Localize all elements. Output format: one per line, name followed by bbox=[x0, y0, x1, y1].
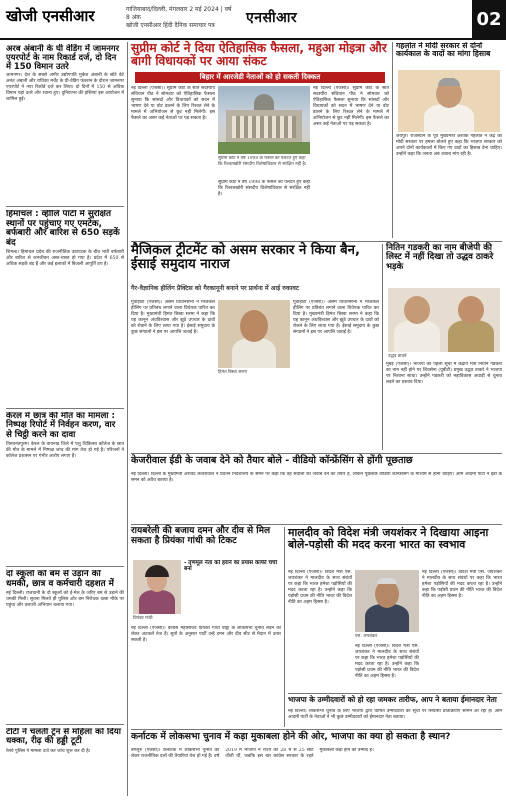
story-subhead: गैर-वैज्ञानिक हीलिंग प्रैक्टिस को गैरकानूनी बनाने पर प्रार्थना में आई रुकावट bbox=[131, 285, 299, 292]
story-headline: केरल में छात्र की मौत का मामला : निष्पक्ष रिपोर्ट में निर्वहन करण, वार से चिट्ठी करने का दावा bbox=[6, 412, 116, 440]
story-body-continued: नई दिल्ली (एजेंसी)। सुप्रीम कोर्ट के सात सदस्यीय संविधान पीठ ने सोमवार को ऐतिहासिक फैसला सुनाया कि सांसदों और विधायकों को सदन में भाषण देने या वोट डालने के लिए रिश्वत लेने के मामले में अभियोजन से छूट नहीं मिलेगी। इस फैसले का असर कई नेताओं पर पड़ सकता है। bbox=[313, 86, 389, 127]
priyanka-photo bbox=[133, 560, 181, 614]
person-hair bbox=[145, 565, 169, 577]
story-body: नई दिल्ली। दिल्ली के मुख्यमंत्री अरविंद केजरीवाल ने प्रवर्तन निदेशालय के समन पर कहा कि वह सवालों का जवाब देने को तैयार हैं, लेकिन पूछताछ वीडियो कॉन्फ्रेंसिंग के माध्यम से होनी चाहिए। आम आदमी पार्टी ने ईडी के समन को अवैध बताया है। bbox=[131, 472, 502, 483]
column-divider bbox=[392, 42, 393, 238]
story-assam-body bbox=[131, 300, 215, 450]
story-gehlot-body bbox=[396, 134, 502, 238]
story-headline: मालदीव को विदेश मंत्री जयशंकर ने दिखाया आइना बोले-पड़ोसी की मदद करना भारत का स्वभाव bbox=[288, 526, 489, 551]
story-assam-body-2 bbox=[293, 300, 379, 450]
story-headline: केजरीवाल ईडी के जवाब देने को तैयार बोले - वीडियो कॉन्फ्रेंसिंग से होंगी पूछताछ bbox=[131, 455, 413, 466]
person-face bbox=[240, 310, 268, 342]
person-body bbox=[139, 590, 175, 614]
story-gadkari bbox=[386, 244, 502, 284]
building-columns bbox=[232, 116, 296, 138]
divider bbox=[131, 729, 502, 730]
gehlot-photo bbox=[398, 70, 500, 132]
supreme-court-photo bbox=[218, 86, 310, 154]
story-kerala bbox=[6, 412, 124, 562]
story-headline: अरब अंबानी के घी वेडिंग में जामनगर एयरपोर्ट के नाम रिकार्ड दर्ज, दो दिन में 150 विमान उतरे bbox=[6, 44, 120, 72]
story-headline: कर्नाटक में लोकसभा चुनाव में कड़ा मुकाबला होने की ओर, भाजपा का क्या हो सकता है स्थान? bbox=[131, 731, 451, 742]
person-hair bbox=[438, 78, 460, 86]
divider bbox=[131, 241, 502, 242]
person-body bbox=[448, 320, 494, 352]
story-supreme-court-body-2 bbox=[313, 86, 389, 238]
person-body bbox=[394, 320, 440, 352]
story-body: नई दिल्ली (एजेंसी)। सुप्रीम कोर्ट के सात सदस्यीय संविधान पीठ ने सोमवार को ऐतिहासिक फैसला सुनाया कि सांसदों और विधायकों को सदन में भाषण देने या वोट डालने के लिए रिश्वत लेने के मामले में अभियोजन से छूट नहीं मिलेगी। इस फैसले का असर कई नेताओं पर पड़ सकता है। bbox=[131, 86, 215, 121]
story-karnataka-body bbox=[131, 748, 502, 796]
story-school-threat bbox=[6, 570, 124, 720]
photo-caption: सुप्रीम कोर्ट ने वर्ष 1998 के फैसले को पलटते हुए कहा कि रिश्वतखोरी संसदीय विशेषाधिकार से संरक्षित नहीं है। bbox=[218, 156, 307, 167]
photo-caption: उद्धव ठाकरे bbox=[388, 354, 407, 359]
photo-caption: एस. जयशंकर bbox=[355, 634, 378, 639]
story-priyanka bbox=[131, 527, 281, 557]
story-himachal bbox=[6, 210, 124, 405]
story-gadkari-body bbox=[386, 362, 502, 450]
story-body: शिमला। हिमाचल प्रदेश की राजनीतिक उठापटक के बीच भारी बर्फबारी और बारिश से जनजीवन अस्त-व्यस्त हो गया है। प्रदेश में 650 से अधिक सड़कें बंद हैं और कई इलाकों में बिजली आपूर्ति ठप है। bbox=[6, 250, 124, 267]
column-divider bbox=[284, 527, 285, 727]
story-assam bbox=[131, 244, 379, 284]
story-body-continued: नई दिल्ली (एजेंसी)। विदेश मंत्री एस. जयशंकर ने मालदीव के साथ संबंधों पर कहा कि भारत हमेशा पड़ोसियों की मदद करता रहा है। उन्होंने कहा कि पड़ोसी प्रथम की नीति भारत की विदेश नीति का अहम हिस्सा है। bbox=[355, 644, 419, 679]
story-body: गुवाहाटी (एजेंसी)। असम विधानसभा ने मैजिकल हीलिंग पर प्रतिबंध लगाने वाला विधेयक पारित कर दिया है। मुख्यमंत्री हिमंत बिस्वा सरमा ने कहा कि यह कानून अंधविश्वास और झूठे उपचार के दावों को रोकने के लिए लाया गया है। ईसाई समुदाय के कुछ संगठनों ने इस पर आपत्ति जताई है। bbox=[131, 300, 215, 335]
newspaper-logo: खोजी एनसीआर bbox=[6, 7, 95, 25]
story-headline: हिमाचल : व्हीलि पार्टी में सुरक्षित स्थानों पर पहुंचाए गए एमटेक, बर्फबारी और बारिश से 650 सड़कें बंद bbox=[6, 210, 120, 248]
photo-caption: प्रियंका गांधी bbox=[133, 616, 153, 621]
person-body bbox=[424, 104, 474, 132]
section-title: एनसीआर bbox=[246, 10, 298, 26]
dateline-text: गाजियाबाद/दिल्ली, मंगलवार 2 मई 2024 | वर्ष 8 अंक bbox=[126, 6, 232, 21]
column-divider bbox=[127, 42, 128, 796]
story-headline: रायबरेली की बजाय दमन और दीव से मिल सकता है प्रियंका गांधी को टिकट bbox=[131, 526, 271, 546]
story-body: नई दिल्ली। लोकसभा चुनाव के लिए भाजपा द्वारा घोषित उम्मीदवारों की सूची पर सियासी प्रतिक्रियाएं सामने आ रही हैं। आम आदमी पार्टी के नेताओं ने भी कुछ उम्मीदवारों को ईमानदार नेता बताया। bbox=[288, 709, 502, 720]
story-maldives-body bbox=[288, 570, 352, 690]
photo-caption: हिमंत बिस्वा सरमा bbox=[218, 370, 247, 375]
himanta-photo bbox=[218, 300, 290, 368]
story-headline: भाजपा के उम्मीदवारों को हो रहा जमकर तारीफ, आप ने बताया ईमानदार नेता bbox=[288, 695, 497, 704]
story-supreme-court-body-3 bbox=[218, 180, 310, 238]
person-face bbox=[458, 296, 484, 324]
person-body bbox=[365, 604, 409, 632]
story-supreme-court bbox=[131, 42, 389, 70]
building-dome bbox=[254, 94, 274, 110]
jaishankar-photo bbox=[355, 570, 419, 632]
story-headline: दो स्कूलों को बम से उड़ाने की धमकी, छात्र व कर्मचारी दहशत में bbox=[6, 570, 114, 589]
story-subhead-bar bbox=[135, 72, 385, 83]
story-maldives bbox=[288, 527, 502, 565]
story-bjp bbox=[288, 696, 502, 710]
story-headline: टीटी ने चलती ट्रेन से महिला को दिया धक्का, रीढ़ की हड्डी टूटी bbox=[6, 728, 121, 747]
person-hair bbox=[377, 578, 397, 584]
story-body: जयपुर। राजस्थान के पूर्व मुख्यमंत्री अशोक गहलोत ने केंद्र की मोदी सरकार पर हमला बोलते हुए कहा कि भाजपा सरकार को अपने दोनों कार्यकालों में किए गए वादों का हिसाब देना चाहिए। उन्होंने कहा कि जनता अब जवाब मांग रही है। bbox=[396, 134, 502, 157]
story-body: मुंबई (एजेंसी)। भाजपा की पहली सूची में केंद्रीय मंत्री नितिन गडकरी का नाम नहीं होने पर शिवसेना (यूबीटी) प्रमुख उद्धव ठाकरे ने भाजपा पर निशाना साधा। उन्होंने गडकरी को महाविकास अघाड़ी से चुनाव लड़ने का प्रस्ताव दिया। bbox=[386, 362, 502, 385]
story-karnataka bbox=[131, 732, 502, 746]
story-maldives-body-3 bbox=[355, 644, 419, 690]
story-body: तिरुवनंतपुरम। केरल के वायनाड जिले में पशु चिकित्सा कॉलेज के छात्र की मौत के मामले में निष्पक्ष जांच की मांग तेज हो गई है। परिजनों ने कॉलेज प्रशासन पर गंभीर आरोप लगाए हैं। bbox=[6, 441, 124, 459]
story-assam-subhead bbox=[131, 286, 379, 298]
story-kejriwal-body bbox=[131, 472, 502, 522]
divider bbox=[6, 724, 124, 725]
dateline bbox=[126, 6, 236, 30]
divider bbox=[6, 566, 124, 567]
story-kejriwal bbox=[131, 456, 502, 470]
story-body-continued: गुवाहाटी (एजेंसी)। असम विधानसभा ने मैजिकल हीलिंग पर प्रतिबंध लगाने वाला विधेयक पारित कर दिया है। मुख्यमंत्री हिमंत बिस्वा सरमा ने कहा कि यह कानून अंधविश्वास और झूठे उपचार के दावों को रोकने के लिए लाया गया है। ईसाई समुदाय के कुछ संगठनों ने इस पर आपत्ति जताई है। bbox=[293, 300, 379, 335]
divider bbox=[131, 524, 502, 525]
story-headline: सुप्रीम कोर्ट ने दिया ऐतिहासिक फैसला, महुआ मोइत्रा और बागी विधायकों पर आया संकट bbox=[131, 41, 387, 69]
person-face bbox=[375, 580, 399, 608]
person-face bbox=[404, 296, 430, 324]
story-tt-train bbox=[6, 728, 124, 796]
story-subhead: - तृणमूल नेता को हराने का प्रयास काफी चर्चा बना bbox=[184, 560, 278, 573]
story-subhead: बिहार में आरजेडी नेताओं को हो सकती दिक्कत bbox=[199, 73, 321, 81]
story-headline: मैजिकल ट्रीटमेंट को असम सरकार ने किया बैन, ईसाई समुदाय नाराज bbox=[131, 243, 360, 273]
story-priyanka-body bbox=[131, 626, 281, 726]
story-bjp-body bbox=[288, 709, 502, 727]
dateline-subtext: खोजी एनसीआर हिंदी दैनिक समाचार पत्र bbox=[126, 22, 215, 29]
story-headline: नितिन गडकरी का नाम बीजेपी की लिस्ट में नहीं दिखा तो उद्धव ठाकरे भड़के bbox=[386, 243, 494, 272]
story-maldives-body-2 bbox=[422, 570, 502, 690]
story-body: रेलवे पुलिस ने मामला दर्ज कर जांच शुरू कर दी है। bbox=[6, 748, 91, 754]
divider bbox=[131, 453, 502, 454]
lawn bbox=[218, 142, 310, 154]
story-body-continued: सुप्रीम कोर्ट ने वर्ष 1998 के फैसले को पलटते हुए कहा कि रिश्वतखोरी संसदीय विशेषाधिकार से संरक्षित नहीं है। bbox=[218, 180, 310, 197]
story-body-continued: नई दिल्ली (एजेंसी)। विदेश मंत्री एस. जयशंकर ने मालदीव के साथ संबंधों पर कहा कि भारत हमेशा पड़ोसियों की मदद करता रहा है। उन्होंने कहा कि पड़ोसी प्रथम की नीति भारत की विदेश नीति का अहम हिस्सा है। bbox=[422, 570, 502, 599]
divider bbox=[288, 693, 502, 694]
story-body: बेंगलुरु (एजेंसी)। कर्नाटक में लोकसभा चुनाव को लेकर राजनीतिक दलों की तैयारियां तेज हो गई हैं। वर्ष 2019 में भाजपा ने राज्य की 28 में से 25 सीटें जीती थीं, जबकि इस बार कांग्रेस सरकार के रहते मुकाबला कड़ा होने की उम्मीद है। bbox=[131, 748, 374, 759]
column-divider bbox=[382, 244, 383, 450]
story-priyanka-subhead bbox=[184, 560, 281, 590]
story-body: नई दिल्ली (एजेंसी)। कांग्रेस महासचिव प्रियंका गांधी वाड्रा के लोकसभा चुनाव लड़ने को लेकर अटकलें तेज हैं। सूत्रों के अनुसार पार्टी उन्हें दमन और दीव सीट से मैदान में उतार सकती है। bbox=[131, 626, 281, 643]
divider bbox=[6, 206, 124, 207]
page-number: 02 bbox=[472, 0, 506, 38]
story-supreme-court-body bbox=[131, 86, 215, 238]
gadkari-thackeray-photo bbox=[388, 288, 500, 352]
story-headline: गहलोत ने मोदी सरकार से दोनों कार्यकाल के वादों का मांगा हिसाब bbox=[396, 42, 491, 59]
masthead bbox=[0, 0, 506, 40]
story-body: नई दिल्ली। राजधानी के दो स्कूलों को ई-मेल के जरिए बम से उड़ाने की धमकी मिली। सूचना मिलते ही पुलिस और बम निरोधक दस्ता मौके पर पहुंचा और तलाशी अभियान चलाया गया। bbox=[6, 591, 124, 608]
story-body: नई दिल्ली (एजेंसी)। विदेश मंत्री एस. जयशंकर ने मालदीव के साथ संबंधों पर कहा कि भारत हमेशा पड़ोसियों की मदद करता रहा है। उन्होंने कहा कि पड़ोसी प्रथम की नीति भारत की विदेश नीति का अहम हिस्सा है। bbox=[288, 570, 352, 605]
divider bbox=[6, 408, 124, 409]
story-body: जामनगर। देश के सबसे अमीर उद्योगपति मुकेश अंबानी के छोटे बेटे अनंत अंबानी और राधिका मर्चेंट के प्री-वेडिंग फंक्शन के दौरान जामनगर एयरपोर्ट ने नया रिकॉर्ड दर्ज कर लिया। दो दिनों में 150 से अधिक विमान यहां उतरे और रवाना हुए। दुनियाभर की हस्तियां इस आयोजन में शामिल हुईं। bbox=[6, 73, 124, 103]
person-body bbox=[232, 338, 276, 368]
story-ambani bbox=[6, 44, 124, 202]
